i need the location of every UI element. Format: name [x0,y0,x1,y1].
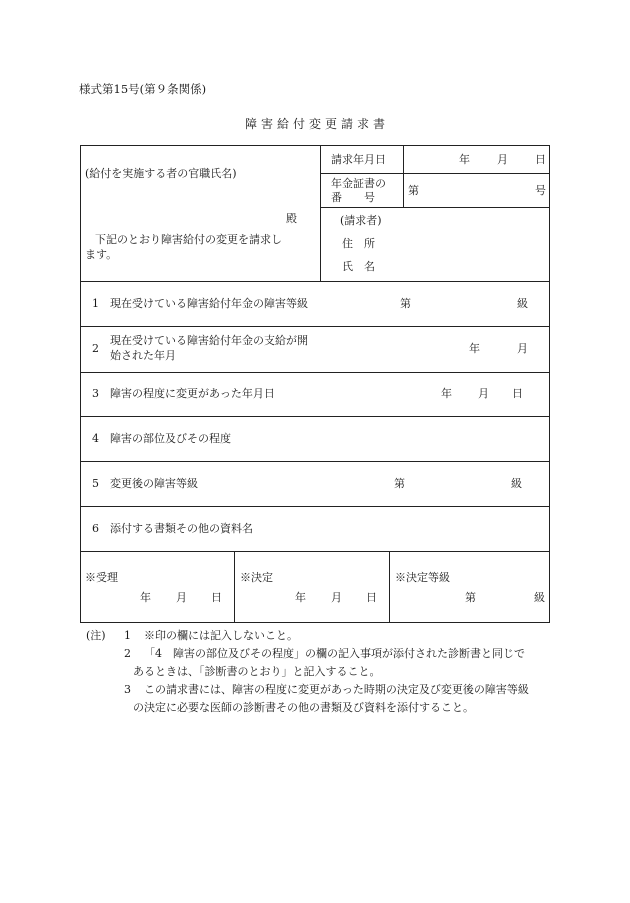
line-bottom-vertical-2 [389,551,390,623]
note-2-number: 2 [124,647,131,660]
item-2-month: 月 [517,342,528,355]
item-6-number: 6 [92,522,99,535]
line-row-5 [80,506,550,507]
item-4-number: 4 [92,432,99,445]
item-2-label-line2: 始された年月 [110,349,176,362]
line-bottom-vertical-1 [234,551,235,623]
decision-grade-suffix: 級 [534,591,545,604]
item-6-label: 添付する書類その他の資料名 [110,522,253,535]
request-date-month: 月 [497,153,508,166]
line-row-top [80,281,550,282]
item-5-label: 変更後の障害等級 [110,477,198,490]
request-text-line1: 下記のとおり障害給付の変更を請求し [95,233,282,246]
decision-grade-prefix: 第 [465,591,476,604]
form-number: 様式第15号(第９条関係) [79,82,207,96]
pension-cert-label-line1: 年金証書の [331,177,386,190]
item-1-suffix: 級 [517,297,528,310]
line-top-split [320,173,550,174]
decision-label: ※決定 [240,571,273,584]
note-1-text: ※印の欄には記入しないこと。 [144,629,298,642]
line-row-6 [80,551,550,552]
line-cert-bottom [320,207,550,208]
line-row-3 [80,416,550,417]
note-2-line2: あるときは、「診断書のとおり」と記入すること。 [133,665,381,678]
line-label-vertical [403,145,404,207]
item-5-suffix: 級 [511,477,522,490]
item-4-label: 障害の部位及びその程度 [110,432,231,445]
addressee-label: (給付を実施する者の官職氏名) [85,167,237,180]
document-title: 障害給付変更請求書 [245,117,390,131]
item-1-number: 1 [92,297,99,310]
notes-lead: (注) [86,629,106,642]
item-2-number: 2 [92,342,99,355]
receipt-month: 月 [176,591,187,604]
item-3-month: 月 [478,387,489,400]
cert-number-prefix: 第 [408,184,419,197]
note-1-number: 1 [124,629,131,642]
note-2-line1: 「4 障害の部位及びその程度」の欄の記入事項が添付された診断書と同じで [144,647,525,660]
item-5-prefix: 第 [394,477,405,490]
honorific: 殿 [286,212,297,225]
line-row-4 [80,461,550,462]
item-3-year: 年 [441,387,452,400]
item-3-number: 3 [92,387,99,400]
pension-cert-label-line2: 番 号 [331,191,375,204]
address-label: 住 所 [342,237,375,250]
decision-day: 日 [366,591,377,604]
request-date-year: 年 [459,153,470,166]
receipt-day: 日 [211,591,222,604]
name-label: 氏 名 [342,260,375,273]
claimant-label: (請求者) [340,214,382,227]
line-row-1 [80,326,550,327]
item-2-label-line1: 現在受けている障害給付年金の支給が開 [110,334,308,347]
item-3-label: 障害の程度に変更があった年月日 [110,387,275,400]
item-1-label: 現在受けている障害給付年金の障害等級 [110,297,308,310]
line-row-2 [80,372,550,373]
item-2-year: 年 [469,342,480,355]
item-1-prefix: 第 [400,297,411,310]
decision-year: 年 [295,591,306,604]
request-date-day: 日 [535,153,546,166]
note-3-line1: この請求書には、障害の程度に変更があった時期の決定及び変更後の障害等級 [144,683,529,696]
request-text-line2: ます。 [85,248,118,261]
receipt-year: 年 [140,591,151,604]
line-top-vertical [320,145,321,281]
note-3-line2: の決定に必要な医師の診断書その他の書類及び資料を添付すること。 [133,701,474,714]
receipt-label: ※受理 [85,571,118,584]
item-5-number: 5 [92,477,99,490]
item-3-day: 日 [512,387,523,400]
cert-number-suffix: 号 [535,184,546,197]
request-date-label: 請求年月日 [331,153,386,166]
decision-grade-label: ※決定等級 [395,571,450,584]
note-3-number: 3 [124,683,131,696]
decision-month: 月 [331,591,342,604]
